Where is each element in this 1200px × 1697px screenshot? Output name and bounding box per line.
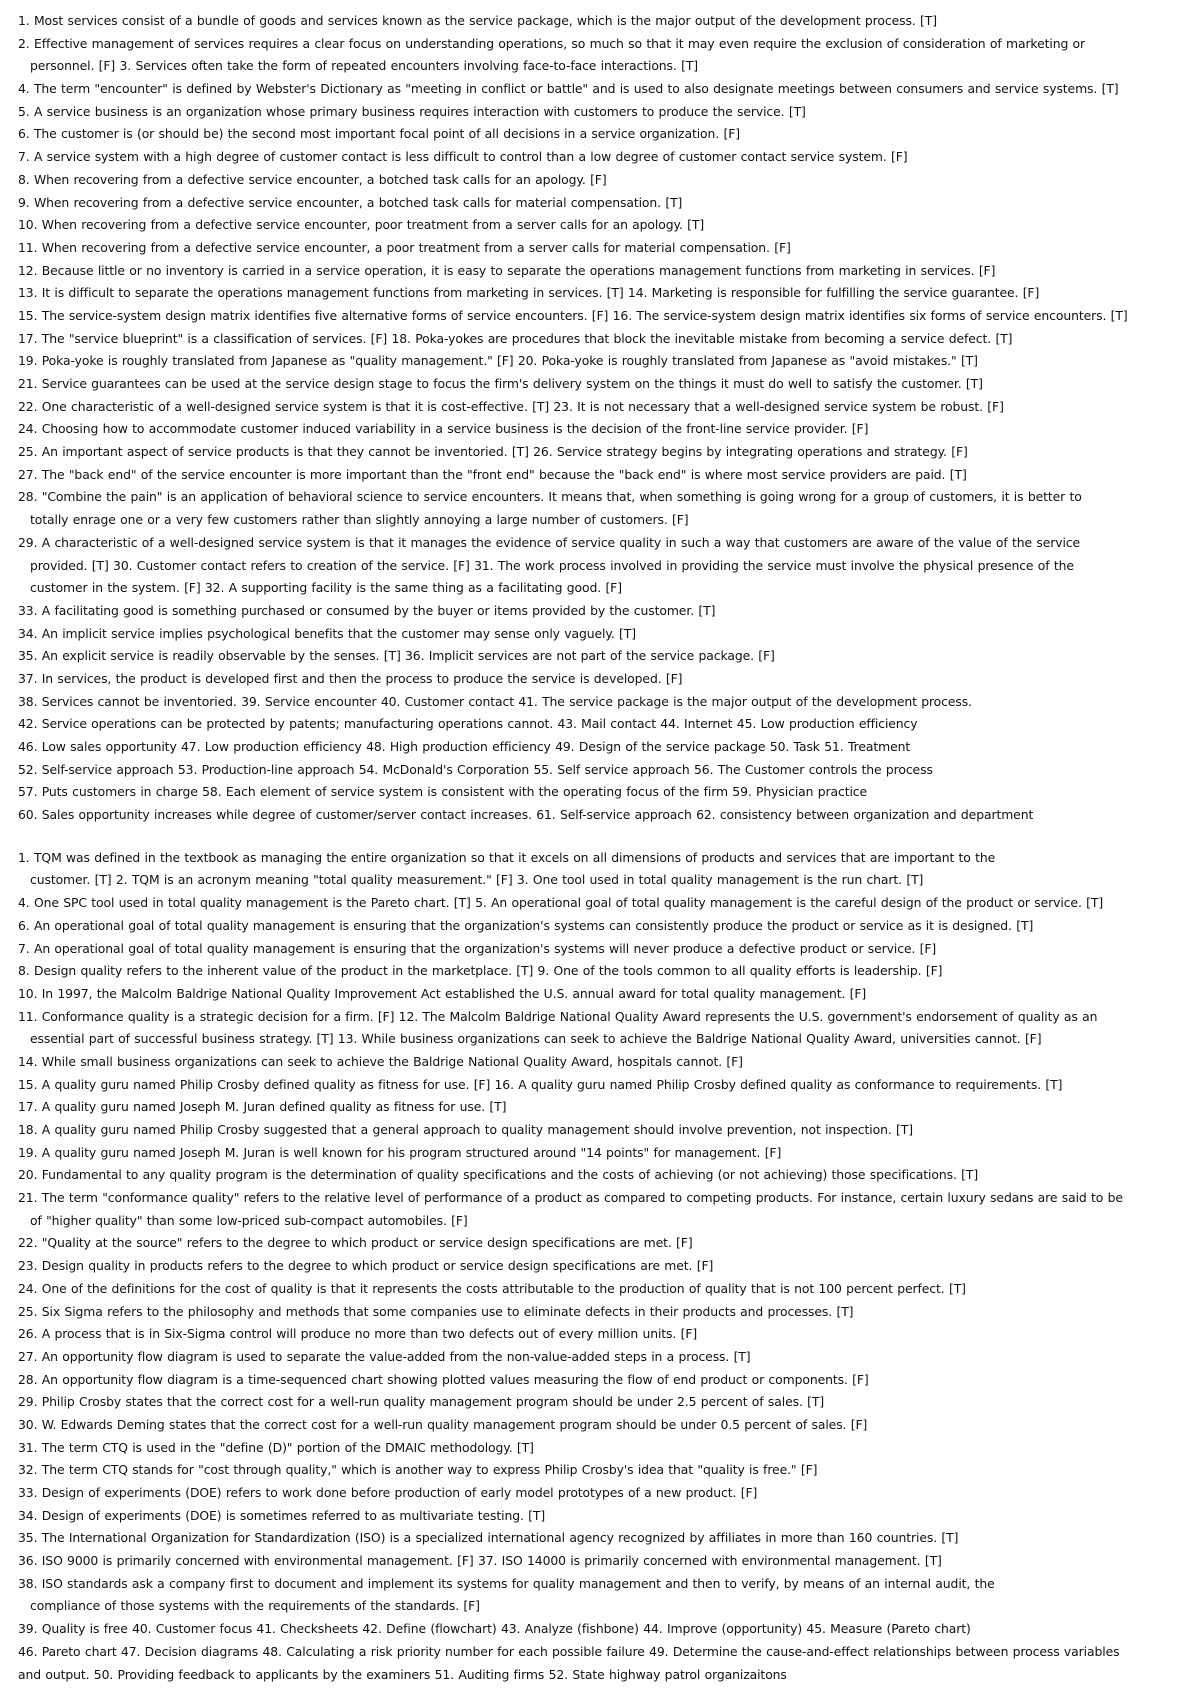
text-line: 28. "Combine the pain" is an application of behavioral science to service encounters. It means that, when something is going wrong for a group of customers, it is better to: [18, 489, 1082, 505]
text-line: 25. An important aspect of service products is that they cannot be inventoried. [T] 26. Service strategy begins by integrating operations and strategy. [F]: [18, 444, 968, 460]
text-line: 38. Services cannot be inventoried. 39. Service encounter 40. Customer contact 41. The service package is the major output of the development process.: [18, 693, 972, 709]
text-line: of "higher quality" than some low-priced sub-compact automobiles. [F]: [30, 1212, 468, 1228]
text-line: 46. Pareto chart 47. Decision diagrams 48. Calculating a risk priority number for each possible failure 49. Determine the cause-and-effect relationships between process variables: [18, 1643, 1120, 1659]
text-line: 33. A facilitating good is something purchased or consumed by the buyer or items provided by the customer. [T]: [18, 602, 716, 618]
text-line: personnel. [F] 3. Services often take the form of repeated encounters involving face-to-face interactions. [T]: [30, 58, 699, 74]
text-line: 10. In 1997, the Malcolm Baldrige National Quality Improvement Act established the U.S. annual award for total quality management. [F]: [18, 985, 867, 1001]
text-line: 39. Quality is free 40. Customer focus 41. Checksheets 42. Define (flowchart) 43. Analyze (fishbone) 44. Improve (opportunity) 45. Measure (Pareto chart): [18, 1621, 971, 1637]
text-line: 17. The "service blueprint" is a classification of services. [F] 18. Poka-yokes are procedures that block the inevitable mistake from becoming a service defect. [T]: [18, 330, 1013, 346]
text-line: 10. When recovering from a defective service encounter, poor treatment from a server calls for an apology. [T]: [18, 217, 705, 233]
text-line: 18. A quality guru named Philip Crosby suggested that a general approach to quality management should involve prevention, not inspection. [T]: [18, 1122, 913, 1137]
text-line: 5. A service business is an organization whose primary business requires interaction with customers to produce the service. [T]: [18, 103, 806, 119]
text-line: 25. Six Sigma refers to the philosophy and methods that some companies use to eliminate defects in their products and processes. [T]: [18, 1303, 854, 1319]
text-line: 15. A quality guru named Philip Crosby defined quality as fitness for use. [F] 16. A quality guru named Philip Crosby defined quality as conformance to requirements. [T]: [18, 1076, 1063, 1092]
text-line: 15. The service-system design matrix identifies five alternative forms of service encounters. [F] 16. The service-system design matrix identifies six forms of service encounters. [T]: [18, 307, 1128, 323]
text-line: 33. Design of experiments (DOE) refers to work done before production of early model prototypes of a new product. [F]: [18, 1485, 758, 1500]
text-line: 19. A quality guru named Joseph M. Juran is well known for his program structured around "14 points" for management. [F]: [18, 1144, 782, 1160]
text-line: 34. Design of experiments (DOE) is sometimes referred to as multivariate testing. [T]: [18, 1507, 546, 1523]
text-line: 1. TQM was defined in the textbook as managing the entire organization so that it excels on all dimensions of products and services that are important to the: [18, 849, 996, 865]
text-line: 27. An opportunity flow diagram is used to separate the value-added from the non-value-added steps in a process. [T]: [18, 1348, 751, 1364]
text-line: 29. Philip Crosby states that the correct cost for a well-run quality management program should be under 2.5 percent of sales. [T]: [18, 1394, 825, 1410]
text-line: 4. The term "encounter" is defined by Webster's Dictionary as "meeting in conflict or battle" and is used to also designate meetings between consumers and service systems. [T]: [18, 81, 1119, 97]
text-line: 34. An implicit service implies psychological benefits that the customer may sense only vaguely. [T]: [18, 625, 636, 641]
text-line: 32. The term CTQ stands for "cost through quality," which is another way to express Philip Crosby's idea that "quality is free." [F]: [18, 1462, 818, 1478]
text-line: and output. 50. Providing feedback to applicants by the examiners 51. Auditing firms 52. State highway patrol organizaitons: [18, 1666, 787, 1682]
text-line: 13. It is difficult to separate the operations management functions from marketing in services. [T] 14. Marketing is responsible for fulfilling the service guarantee. [F]: [18, 285, 1040, 301]
text-line: 7. An operational goal of total quality management is ensuring that the organization's systems will never produce a defective product or service. [F]: [18, 940, 937, 956]
text-line: essential part of successful business strategy. [T] 13. While business organizations can seek to achieve the Baldrige National Quality Award, universities cannot. [F]: [30, 1031, 1042, 1047]
text-line: 23. Design quality in products refers to the degree to which product or service design specifications are met. [F]: [18, 1258, 714, 1274]
text-line: 6. The customer is (or should be) the second most important focal point of all decisions in a service organization. [F]: [18, 126, 740, 142]
text-line: 30. W. Edwards Deming states that the correct cost for a well-run quality management program should be under 0.5 percent of sales. [F]: [18, 1416, 868, 1432]
text-line: 36. ISO 9000 is primarily concerned with environmental management. [F] 37. ISO 14000 is primarily concerned with environmental management. [T]: [18, 1553, 942, 1569]
text-line: 31. The term CTQ is used in the "define (D)" portion of the DMAIC methodology. [T]: [18, 1439, 534, 1455]
text-line: 35. An explicit service is readily observable by the senses. [T] 36. Implicit services are not part of the service package. [F]: [18, 648, 775, 664]
text-line: 8. Design quality refers to the inherent value of the product in the marketplace. [T] 9. One of the tools common to all quality efforts is leadership. [F]: [18, 963, 943, 979]
text-line: 8. When recovering from a defective service encounter, a botched task calls for an apology. [F]: [18, 171, 607, 187]
text-line: 21. Service guarantees can be used at the service design stage to focus the firm's delivery system on the things it must do well to satisfy the customer. [T]: [18, 376, 983, 391]
text-line: 21. The term "conformance quality" refers to the relative level of performance of a product as compared to competing products. For instance, certain luxury sedans are said to be: [18, 1190, 1123, 1206]
text-line: compliance of those systems with the requirements of the standards. [F]: [30, 1598, 480, 1614]
text-line: totally enrage one or a very few customers rather than slightly annoying a large number of customers. [F]: [30, 512, 689, 528]
text-line: 38. ISO standards ask a company first to document and implement its systems for quality management and then to verify, by means of an internal audit, the: [18, 1575, 995, 1591]
text-line: customer. [T] 2. TQM is an acronym meaning "total quality measurement." [F] 3. One tool used in total quality management is the run chart. [T]: [30, 872, 924, 888]
text-line: 35. The International Organization for Standardization (ISO) is a specialized international agency recognized by affiliates in more than 160 countries. [T]: [18, 1530, 959, 1546]
text-line: 19. Poka-yoke is roughly translated from Japanese as "quality management." [F] 20. Poka-yoke is roughly translated from Japanese as "avoid mistakes." [T]: [18, 353, 978, 369]
text-line: 7. A service system with a high degree of customer contact is less difficult to control than a low degree of customer contact service system. [F]: [18, 149, 908, 165]
text-line: 22. "Quality at the source" refers to the degree to which product or service design specifications are met. [F]: [18, 1235, 693, 1251]
section-service-answers: [18, 10, 1194, 827]
text-line: 22. One characteristic of a well-designed service system is that it is cost-effective. [T] 23. It is not necessary that a well-designed service system be robust. [F]: [18, 398, 1004, 414]
text-line: 42. Service operations can be protected by patents; manufacturing operations cannot. 43. Mail contact 44. Internet 45. Low production efficiency: [18, 716, 918, 732]
text-line: 4. One SPC tool used in total quality management is the Pareto chart. [T] 5. An operational goal of total quality management is the careful design of the product or service. [T]: [18, 895, 1104, 911]
text-line: 60. Sales opportunity increases while degree of customer/server contact increases. 61. Self-service approach 62. consistency between organization and department: [18, 807, 1034, 823]
text-line: 20. Fundamental to any quality program is the determination of quality specifications and the costs of achieving (or not achieving) those specifications. [T]: [18, 1167, 979, 1183]
text-line: 28. An opportunity flow diagram is a time-sequenced chart showing plotted values measuring the flow of end product or components. [F]: [18, 1371, 869, 1387]
text-line: 46. Low sales opportunity 47. Low production efficiency 48. High production efficiency 49. Design of the service package 50. Task 51. Treatment: [18, 739, 911, 754]
text-line: 9. When recovering from a defective service encounter, a botched task calls for material compensation. [T]: [18, 194, 683, 210]
text-line: 11. When recovering from a defective service encounter, a poor treatment from a server calls for material compensation. [F]: [18, 239, 791, 255]
text-line: 11. Conformance quality is a strategic decision for a firm. [F] 12. The Malcolm Baldrige National Quality Award represents the U.S. government's endorsement of quality as an: [18, 1008, 1098, 1024]
text-line: customer in the system. [F] 32. A supporting facility is the same thing as a facilitating good. [F]: [30, 580, 622, 596]
text-line: 12. Because little or no inventory is carried in a service operation, it is easy to separate the operations management functions from marketing in services. [F]: [18, 262, 996, 278]
text-line: 37. In services, the product is developed first and then the process to produce the service is developed. [F]: [18, 670, 683, 686]
text-line: 24. Choosing how to accommodate customer induced variability in a service business is the decision of the front-line service provider. [F]: [18, 421, 869, 437]
document-page: [18, 10, 1194, 1686]
text-line: provided. [T] 30. Customer contact refers to creation of the service. [F] 31. The work process involved in providing the service must involve the physical presence of the: [30, 557, 1074, 573]
text-line: 24. One of the definitions for the cost of quality is that it represents the costs attributable to the production of quality that is not 100 percent perfect. [T]: [18, 1280, 966, 1296]
text-line: 17. A quality guru named Joseph M. Juran defined quality as fitness for use. [T]: [18, 1099, 507, 1115]
section-tqm-answers: [18, 847, 1194, 1686]
text-line: 14. While small business organizations can seek to achieve the Baldrige National Quality Award, hospitals cannot. [F]: [18, 1053, 743, 1069]
text-line: 2. Effective management of services requires a clear focus on understanding operations, so much so that it may even require the exclusion of consideration of marketing or: [18, 35, 1086, 51]
text-line: 57. Puts customers in charge 58. Each element of service system is consistent with the operating focus of the firm 59. Physician practice: [18, 784, 868, 800]
text-line: 52. Self-service approach 53. Production-line approach 54. McDonald's Corporation 55. Self service approach 56. The Customer controls the process: [18, 761, 933, 777]
text-line: 1. Most services consist of a bundle of goods and services known as the service package, which is the major output of the development process. [T]: [18, 13, 937, 28]
text-line: 26. A process that is in Six-Sigma control will produce no more than two defects out of every million units. [F]: [18, 1326, 698, 1342]
text-line: 29. A characteristic of a well-designed service system is that it manages the evidence of service quality in such a way that customers are aware of the value of the service: [18, 534, 1081, 550]
text-line: 6. An operational goal of total quality management is ensuring that the organization's systems can consistently produce the product or service as it is designed. [T]: [18, 917, 1034, 933]
text-line: 27. The "back end" of the service encounter is more important than the "front end" because the "back end" is where most service providers are paid. [T]: [18, 466, 967, 482]
